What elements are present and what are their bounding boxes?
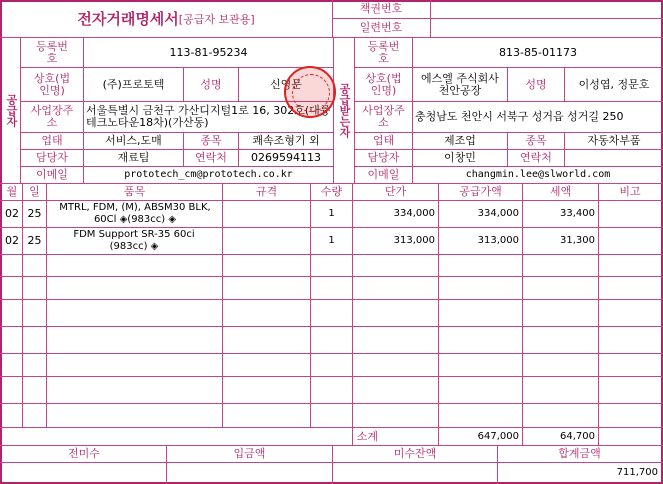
document-title [0, 0, 332, 37]
receiver-manager-label: 담당자 [367, 151, 400, 164]
supplier-type-label: 종목 [200, 134, 222, 147]
supplier-email-label: 이메일 [36, 168, 68, 181]
balance-label: 미수잔액 [393, 447, 437, 460]
row2-item: FDM Support SR-35 60ci (983cc) ◈ [73, 229, 195, 252]
row1-month: 02 [5, 207, 19, 220]
col-supply: 공급가액 [459, 185, 502, 198]
receiver-contact [565, 150, 663, 166]
supplier-type: 쾌속조형기 외 [252, 134, 320, 147]
receiver-business: 제조업 [444, 134, 476, 147]
supplier-email[interactable]: prototech_cm@prototech.co.kr [124, 169, 293, 180]
col-day: 일 [29, 185, 40, 198]
receiver-side-label: 공급받는자 [338, 82, 351, 138]
supplier-manager-label: 담당자 [36, 151, 68, 164]
supplier-rep: 신영문 [270, 77, 302, 91]
receiver-business-label: 업태 [372, 134, 395, 147]
row1-tax: 33,400 [560, 208, 595, 219]
supplier-contact: 0269594113 [251, 151, 321, 164]
subtotal-label: 소계 [356, 429, 378, 443]
supplier-business-label: 업태 [41, 134, 63, 147]
supplier-side-label: 공급자 [5, 93, 18, 127]
row2-tax: 31,300 [560, 235, 595, 246]
supplier-business: 서비스,도매 [105, 134, 162, 147]
tax-total: 64,700 [560, 430, 595, 442]
title-text: 전자거래명세서 [77, 10, 179, 28]
supplier-rep-label: 성명 [200, 77, 222, 91]
row2-qty: 1 [328, 235, 335, 246]
row2-day: 25 [27, 234, 42, 247]
row1-unit-price: 334,000 [393, 208, 435, 219]
col-qty: 수량 [320, 185, 343, 198]
row1-qty: 1 [328, 208, 335, 219]
row1-spec [223, 201, 310, 227]
row2-note [599, 228, 661, 254]
receiver-type: 자동차부품 [587, 134, 641, 147]
receiver-email-label: 이메일 [367, 168, 400, 181]
supplier-name-label: 상호(법인명) [33, 71, 71, 97]
col-tax: 세액 [549, 185, 572, 198]
supplier-reg-no: 113-81-95234 [169, 45, 248, 59]
receiver-manager: 이창민 [444, 151, 476, 164]
total-label: 합계금액 [558, 447, 601, 460]
supplier-name: (주)프로토텍 [102, 77, 165, 91]
row1-supply: 334,000 [477, 208, 519, 219]
supplier-address: 서울특별시 금천구 가산디지털1로 16, 302호(대륭테크노타운18차)(가산동) [86, 104, 331, 129]
receiver-name: 에스엘 주식회사 천안공장 [421, 71, 499, 97]
col-month: 월 [6, 185, 18, 198]
receiver-address-label: 사업장주소 [362, 104, 405, 129]
row1-day: 25 [27, 207, 42, 220]
receiver-reg-no: 813-85-01173 [499, 45, 577, 59]
book-no-label: 책권번호 [359, 2, 403, 15]
supplier-address-label: 사업장주소 [30, 104, 74, 129]
unpaid-label: 전미수 [68, 447, 100, 460]
col-spec: 규격 [255, 185, 278, 198]
receiver-rep: 이성엽, 정문호 [578, 77, 650, 91]
row2-unit-price: 313,000 [393, 235, 435, 246]
row2-spec [223, 228, 310, 254]
receiver-reg-no-label: 등록번호 [367, 39, 400, 65]
receiver-email[interactable]: changmin.lee@slworld.com [465, 169, 611, 180]
grand-total: 711,700 [616, 466, 658, 478]
row2-supply: 313,000 [477, 235, 519, 246]
row1-note [599, 201, 661, 227]
receiver-type-label: 종목 [525, 134, 547, 147]
subtitle-text: [공급자 보관용] [178, 12, 255, 26]
row1-item: MTRL, FDM, (M), ABSM30 BLK, 60Cl ◈(983cc) ◈ [59, 202, 211, 225]
receiver-address: 충청남도 천안시 서북구 성거읍 성거길 250 [415, 110, 624, 123]
supplier-reg-no-label: 등록번호 [36, 39, 68, 65]
receiver-name-label: 상호(법인명) [365, 71, 402, 97]
supplier-contact-label: 연락처 [195, 151, 227, 164]
row2-month: 02 [5, 234, 19, 247]
supply-total: 647,000 [477, 430, 519, 442]
col-unit-price: 단가 [384, 185, 407, 198]
company-seal-stamp [284, 66, 336, 118]
col-item: 품목 [123, 185, 146, 198]
serial-no-label: 일련번호 [359, 20, 403, 34]
paid-label: 입금액 [233, 447, 266, 460]
supplier-manager: 재료팀 [117, 151, 150, 164]
col-note: 비고 [619, 185, 641, 198]
receiver-contact-label: 연락처 [520, 151, 552, 164]
receiver-rep-label: 성명 [525, 77, 547, 91]
